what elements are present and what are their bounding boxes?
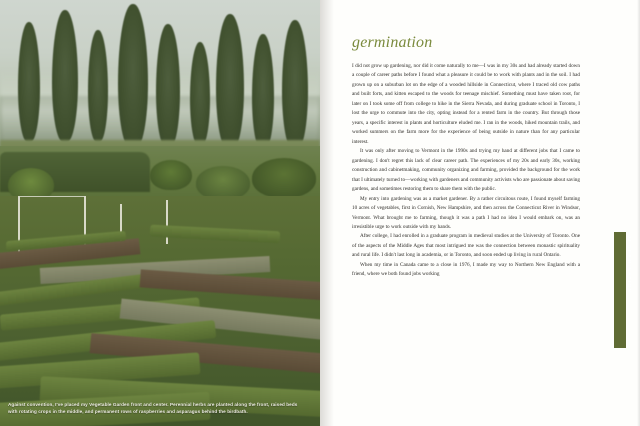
- body-text: [352, 62, 580, 280]
- tree-icon: [118, 4, 148, 149]
- page-number: 23: [627, 236, 632, 243]
- tree-icon: [52, 10, 78, 142]
- paragraph: When my time in Canada came to a close in 1976, I made my way to Northern New England with a friend, where we both found jobs working: [352, 261, 580, 278]
- tree-icon: [190, 42, 210, 146]
- chapter-tab: [614, 232, 626, 348]
- tree-icon: [156, 24, 180, 148]
- tree-icon: [18, 22, 40, 142]
- paragraph: It was only after moving to Vermont in the 1990s and trying my hand at different jobs that I came to gardening. I don't regret this lack of clear career path. The experiences of my 20s and early 30s, working construction and cabinetmaking, community organizing and farming, provided the background for the work that I ultimately turned to—working with gardeners and community activists who are passionate about saving gardens, and sometimes restoring them to share them with the public.: [352, 148, 580, 193]
- paragraph: My entry into gardening was as a market gardener. By a rather circuitous route, I found myself farming 10 acres of vegetables, first in Cornish, New Hampshire, and then across the Connecticut River in Windsor, Vermont. What brought me to farming, though it was a path I had no idea I would embark on, was an irresistible urge to work outside with my hands.: [352, 195, 580, 230]
- tree-icon: [252, 34, 274, 150]
- tree-icon: [216, 14, 244, 150]
- text-page: [320, 0, 640, 426]
- running-head: GERMINATION: [627, 245, 632, 294]
- photo-caption: Against convention, I've placed my Vegetable Garden front and center. Perennial herbs are planted along the front, raised beds with rotating crops in the middle, and permanent rows of raspberries and asparagus behind the birdbath.: [8, 401, 298, 415]
- gutter-shadow: [320, 0, 334, 426]
- paragraph: After college, I had enrolled in a graduate program in medieval studies at the University of Toronto. One of the aspects of the Middle Ages that most intrigued me was the connection between monastic spirituality and rural life. I didn't last long in academia, or in Toronto, and soon ended up living in rural Ontario.: [352, 233, 580, 259]
- tree-icon: [88, 30, 108, 142]
- shrub-icon: [196, 166, 250, 200]
- shrub-icon: [252, 158, 316, 198]
- paragraph: I did not grow up gardening, nor did it come naturally to me—I was in my 30s and had already started down a couple of career paths before I found what a pleasure it could be to work with plants and in the soil. I had grown up on a suburban lot on the edge of a wooded hillside in Connecticut, where I traced old cow paths and built forts, and kitten escaped to the woods for teenage mischief. Something must have taken root, for later on I took some off from college to hike in the Sierra Nevada, and during graduate school in Toronto, I lost the urge to commute into the city, opting instead for a rented farm in the country. But through those years, a specific interest in plants and horticulture eluded me. I ran in the woods, hiked mountain trails, and worked summers on the farm more for the experience of being outside in nature than for any particular interest.: [352, 63, 580, 145]
- shrub-icon: [150, 160, 192, 190]
- chapter-title: germination: [352, 34, 433, 51]
- tree-icon: [282, 20, 308, 150]
